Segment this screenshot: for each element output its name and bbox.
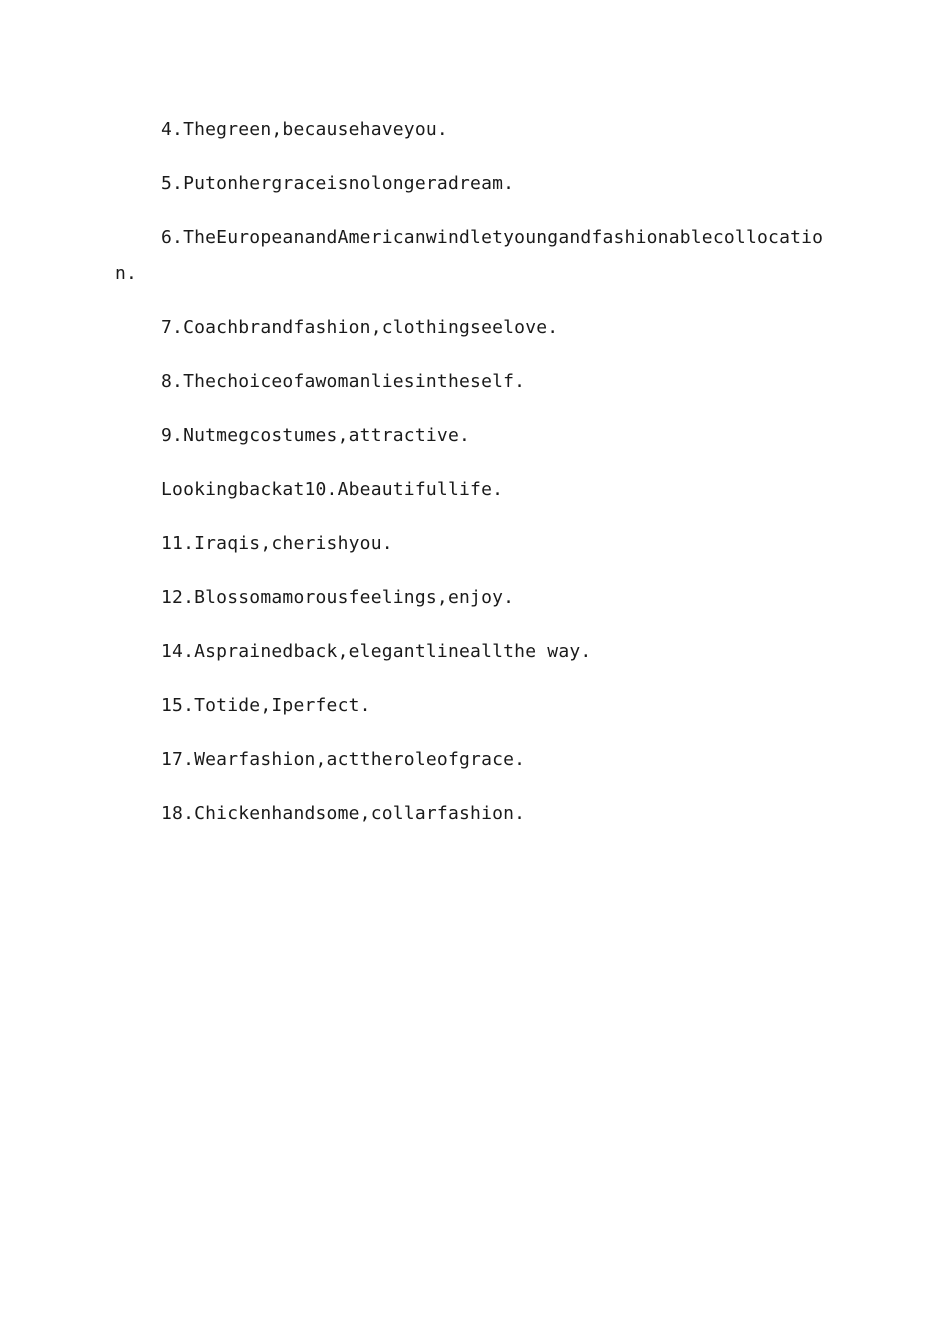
paragraph-11: 11.Iraqis,cherishyou. — [161, 533, 393, 554]
paragraph-9: 9.Nutmegcostumes,attractive. — [161, 425, 471, 446]
paragraph-17: 17.Wearfashion,acttheroleofgrace. — [161, 749, 526, 770]
paragraph-7: 7.Coachbrandfashion,clothingseelove. — [161, 317, 559, 338]
document-body — [115, 112, 835, 850]
paragraph-4: 4.Thegreen,becausehaveyou. — [161, 119, 448, 140]
paragraph-8: 8.Thechoiceofawomanliesintheself. — [161, 371, 526, 392]
paragraph-15: 15.Totide,Iperfect. — [161, 695, 371, 716]
paragraph-5: 5.Putonhergraceisnolongeradream. — [161, 173, 515, 194]
paragraph-14: 14.Asprainedback,elegantlineallthe way. — [161, 641, 592, 662]
paragraph-6: 6.TheEuropeanandAmericanwindletyoungandfashionablecollocation. — [115, 227, 824, 284]
paragraph-18: 18.Chickenhandsome,collarfashion. — [161, 803, 526, 824]
paragraph-10: Lookingbackat10.Abeautifullife. — [161, 479, 504, 500]
paragraph-12: 12.Blossomamorousfeelings,enjoy. — [161, 587, 515, 608]
